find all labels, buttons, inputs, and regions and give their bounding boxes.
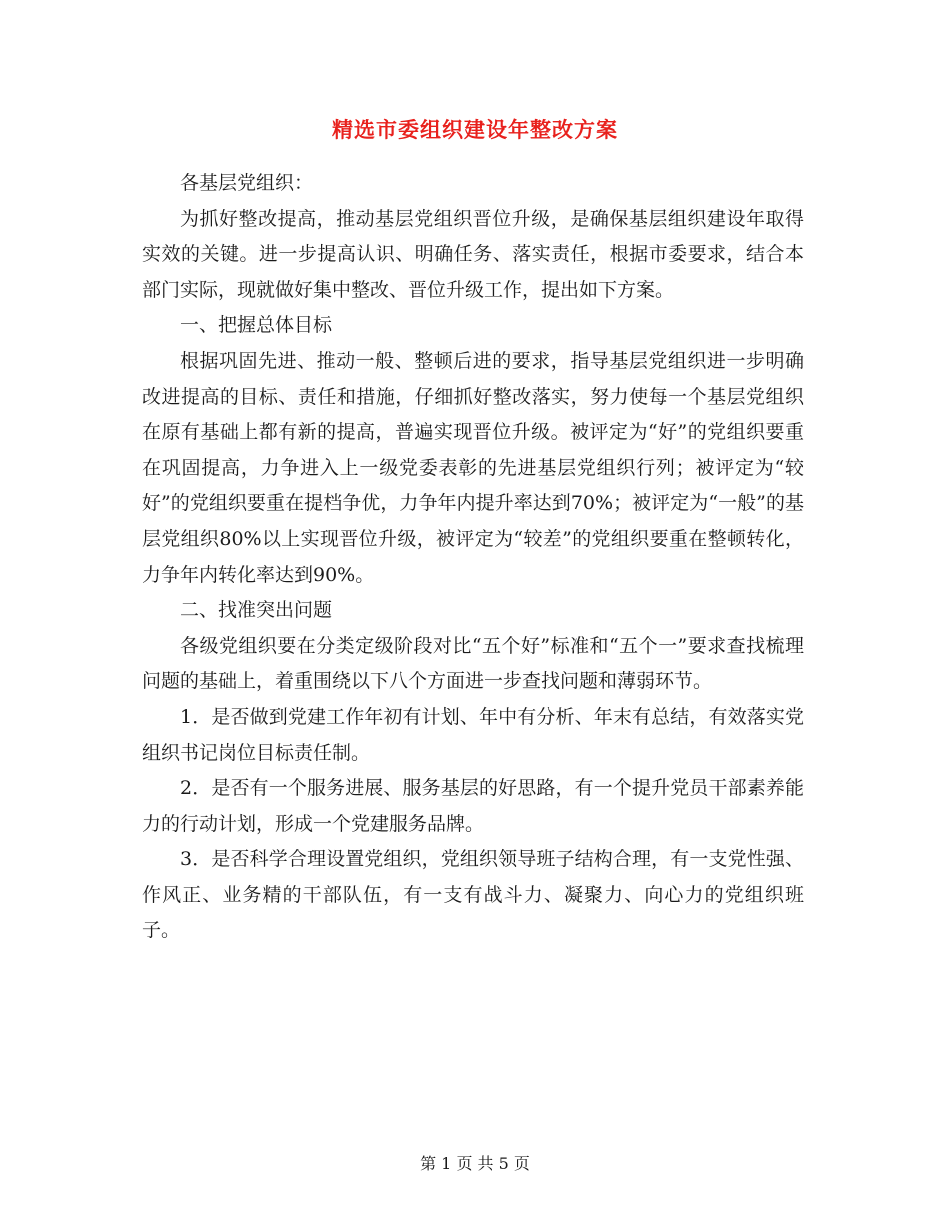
list-item-2: 2．是否有一个服务进展、服务基层的好思路，有一个提升党员干部素养能力的行动计划，形成一个党建服务品牌。 <box>142 777 804 835</box>
list-item-1: 1．是否做到党建工作年初有计划、年中有分析、年末有总结，有效落实党组织书记岗位目标责任制。 <box>142 705 804 764</box>
document-body <box>142 166 804 949</box>
list-item-3: 3．是否科学合理设置党组织，党组织领导班子结构合理，有一支党性强、作风正、业务精的干部队伍，有一支有战斗力、凝聚力、向心力的党组织班子。 <box>142 848 804 942</box>
paragraph-goals: 根据巩固先进、推动一般、整顿后进的要求，指导基层党组织进一步明确改进提高的目标、责任和措施，仔细抓好整改落实，努力使每一个基层党组织在原有基础上都有新的提高，普遍实现晋位升级。被评定为“好”的党组织要重在巩固提高，力争进入上一级党委表彰的先进基层党组织行列；被评定为“较好”的党组织要重在提档争优，力争年内提升率达到70%；被评定为“一般”的基层党组织80%以上实现晋位升级，被评定为“较差”的党组织要重在整顿转化，力争年内转化率达到90%。 <box>142 349 804 586</box>
section-heading-2: 二、找准突出问题 <box>180 599 333 622</box>
page-number-footer: 第 1 页 共 5 页 <box>420 1154 530 1173</box>
paragraph-intro: 为抓好整改提高，推动基层党组织晋位升级，是确保基层组织建设年取得实效的关键。进一步提高认识、明确任务、落实责任，根据市委要求，结合本部门实际，现就做好集中整改、晋位升级工作，提出如下方案。 <box>142 207 804 301</box>
section-heading-1: 一、把握总体目标 <box>180 314 333 337</box>
document-title: 精选市委组织建设年整改方案 <box>332 117 618 142</box>
salutation: 各基层党组织： <box>180 172 314 194</box>
paragraph-problems: 各级党组织要在分类定级阶段对比“五个好”标准和“五个一”要求查找梳理问题的基础上，着重围绕以下八个方面进一步查找问题和薄弱环节。 <box>142 634 804 693</box>
